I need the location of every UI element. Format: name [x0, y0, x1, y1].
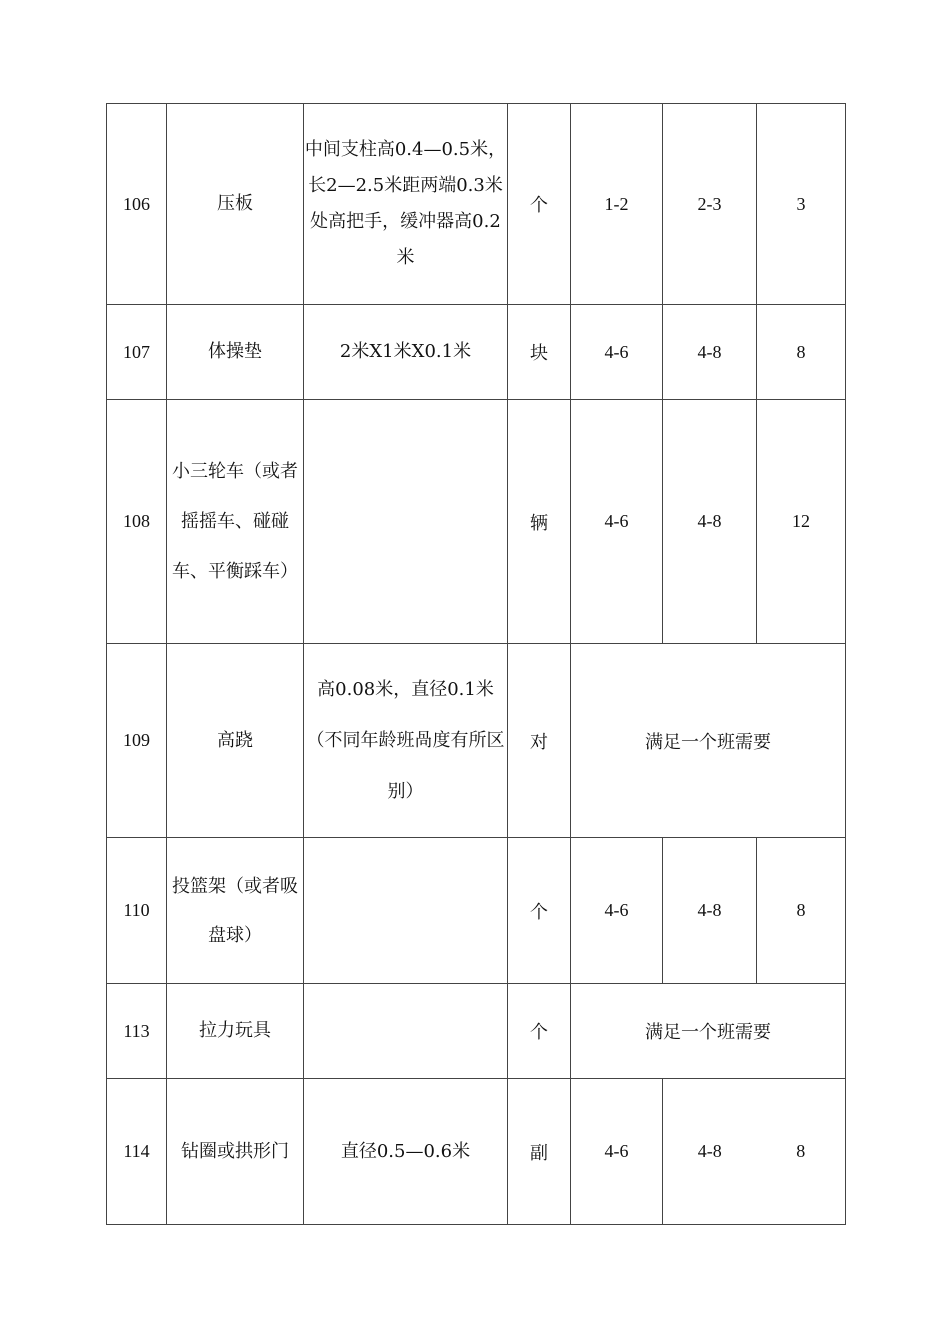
item-spec: [304, 984, 508, 1079]
qty-col-a: 4-6: [571, 400, 663, 644]
item-unit: 辆: [508, 400, 571, 644]
item-spec: 直径0.5—0.6米: [304, 1079, 508, 1225]
equipment-table: [106, 103, 846, 1225]
item-unit: 个: [508, 104, 571, 305]
qty-col-b: 2-3: [663, 104, 757, 305]
qty-col-b: 4-8: [663, 400, 757, 644]
item-name: 钻圈或拱形门: [167, 1079, 304, 1225]
table-row: [107, 984, 846, 1079]
item-name: 拉力玩具: [167, 984, 304, 1079]
qty-col-b: 4-8: [663, 1079, 757, 1225]
item-name: 小三轮车（或者摇摇车、碰碰车、平衡踩车）: [167, 400, 304, 644]
qty-col-a: 4-6: [571, 1079, 663, 1225]
table-row: [107, 838, 846, 984]
row-number: 114: [107, 1079, 167, 1225]
item-unit: 副: [508, 1079, 571, 1225]
qty-col-a: 1-2: [571, 104, 663, 305]
item-spec: 中间支柱高0.4—0.5米，长2—2.5米距两端0.3米处高把手，缓冲器高0.2米: [304, 104, 508, 305]
merged-qty: 满足一个班需要: [571, 644, 846, 838]
item-spec: [304, 400, 508, 644]
row-number: 110: [107, 838, 167, 984]
qty-col-c: 12: [757, 400, 846, 644]
row-number: 108: [107, 400, 167, 644]
item-spec: 2米X1米X0.1米: [304, 305, 508, 400]
item-unit: 个: [508, 838, 571, 984]
table-row: [107, 1079, 846, 1225]
item-unit: 对: [508, 644, 571, 838]
qty-col-c: 8: [757, 305, 846, 400]
table-row: [107, 305, 846, 400]
item-name: 投篮架（或者吸盘球）: [167, 838, 304, 984]
row-number: 106: [107, 104, 167, 305]
qty-col-c: 8: [757, 838, 846, 984]
item-spec: [304, 838, 508, 984]
item-unit: 个: [508, 984, 571, 1079]
item-name: 体操垫: [167, 305, 304, 400]
row-number: 113: [107, 984, 167, 1079]
item-spec: 高0.08米，直径0.1米（不同年龄班咼度有所区别）: [304, 644, 508, 838]
table-row: [107, 644, 846, 838]
qty-col-b: 4-8: [663, 838, 757, 984]
qty-col-c: 3: [757, 104, 846, 305]
qty-col-a: 4-6: [571, 305, 663, 400]
qty-col-b: 4-8: [663, 305, 757, 400]
merged-qty: 满足一个班需要: [571, 984, 846, 1079]
item-name: 高跷: [167, 644, 304, 838]
table-row: [107, 104, 846, 305]
table-row: [107, 400, 846, 644]
row-number: 109: [107, 644, 167, 838]
row-number: 107: [107, 305, 167, 400]
qty-col-c: 8: [757, 1079, 846, 1225]
item-name: 压板: [167, 104, 304, 305]
item-unit: 块: [508, 305, 571, 400]
qty-col-a: 4-6: [571, 838, 663, 984]
